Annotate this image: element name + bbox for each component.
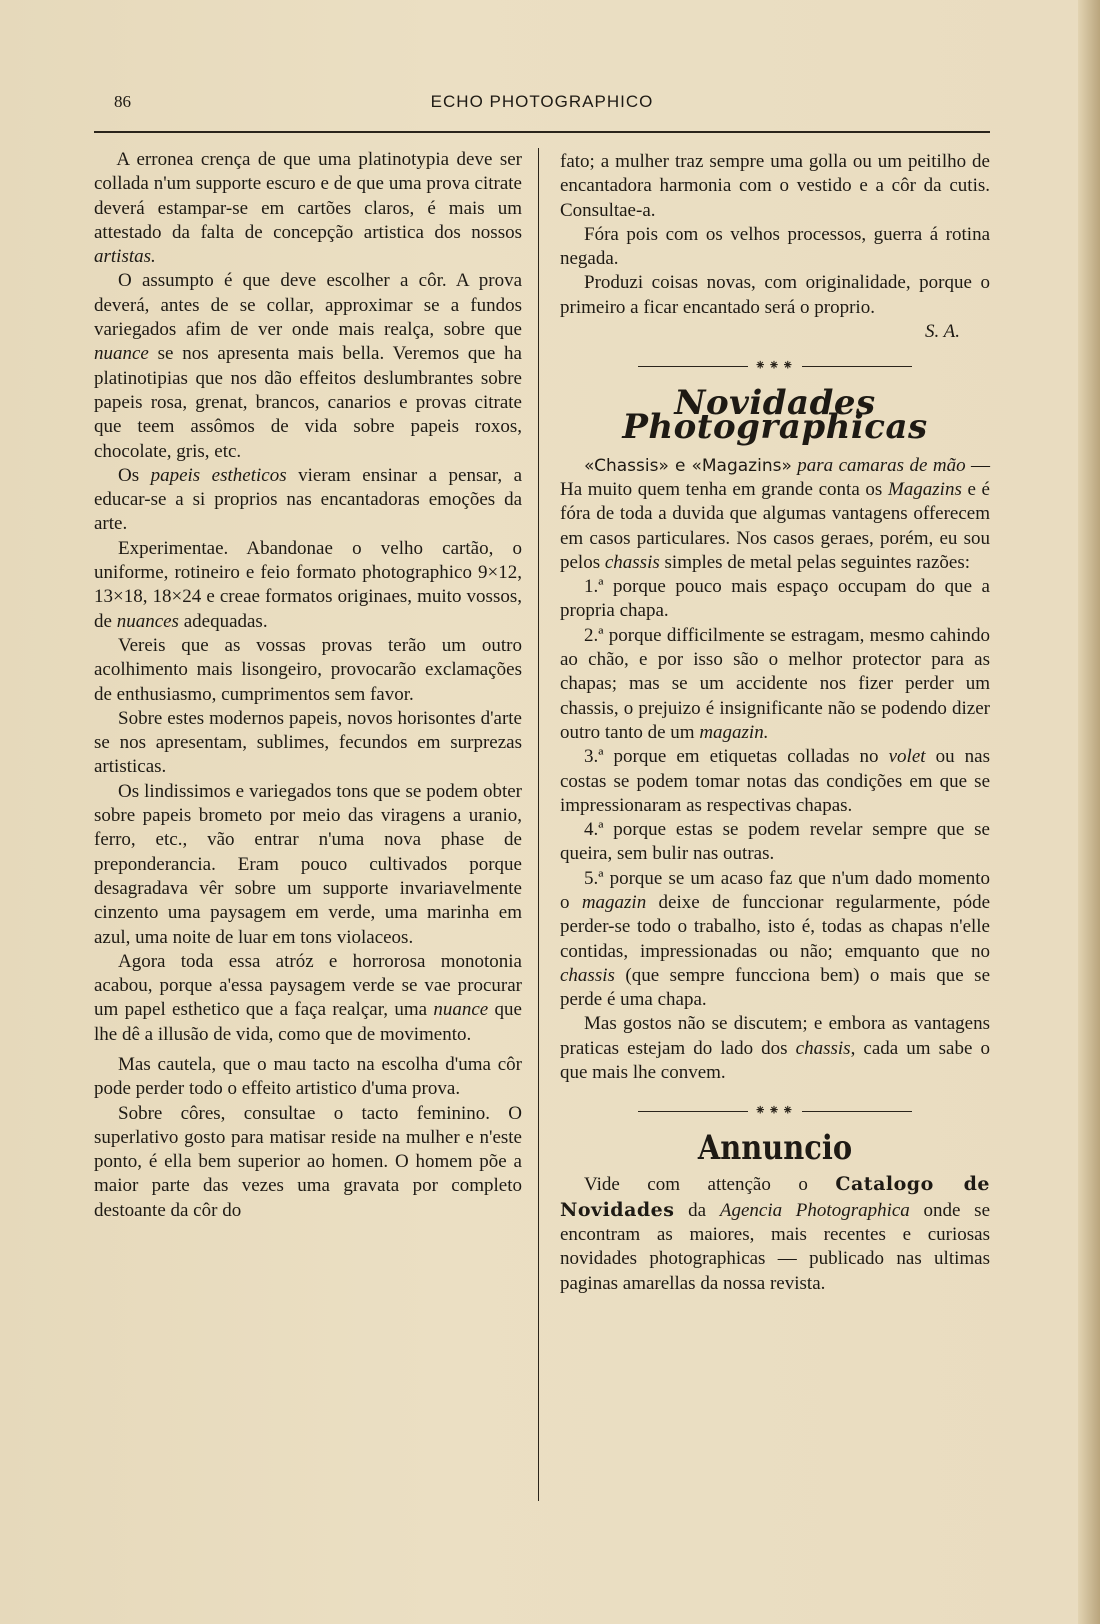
paragraph: Mas cautela, que o mau tacto na escolha d'uma côr pode perder todo o effeito artistico d'uma prova. [94,1053,522,1100]
paragraph: O assumpto é que deve escolher a côr. A prova deverá, antes de se collar, approximar se a fundos variegados afim de ver onde mais realça, sobre que nuance se nos apresenta mais bella. Veremos que ha platinotipias que nos dão effeitos deslumbrantes sobre papeis rosa, grenat, brancos, canarios e provas citrate que teem assômos de vida sobre papeis roxos, chocolate, gris, etc. [94,270,522,462]
ornament-divider: ⁕⁕⁕ [560,354,990,379]
column-divider [538,148,539,1501]
paragraph: fato; a mulher traz sempre uma golla ou um peitilho de encantadora harmonia com o vestido e a côr da cutis. Consultae-a. [560,151,990,221]
paragraph: Fóra pois com os velhos processos, guerra á rotina negada. [560,223,990,270]
paragraph: Sobre estes modernos papeis, novos horisontes d'arte se nos apresentam, sublimes, fecundos em surprezas artisticas. [94,707,522,778]
list-item: 1.ª porque pouco mais espaço occupam do que a propria chapa. [560,576,990,622]
ornament-divider: ⁕⁕⁕ [560,1099,990,1124]
paragraph: Agora toda essa atróz e horrorosa monotonia acabou, porque a'essa paysagem verde se vae procurar um papel esthetico que a faça realçar, uma nuance que lhe dê a illusão de vida, como que de movimento. [94,950,522,1045]
signature-row [560,320,990,344]
ad-paragraph: Vide com attenção o Catalogo de Novidades da Agencia Photographica onde se encontram as maiores, mais recentes e curiosas novidades photographicas — publicado nas ultimas paginas amarellas da nossa revista. [560,1173,991,1294]
list-item: 2.ª porque difficilmente se estragam, mesmo cahindo ao chão, e por isso são o melhor protector para as chapas; mas se um accidente nos fizer perder um chassis, o prejuizo é insignificante não se podendo dizer outro tanto de um magazin. [560,624,990,743]
list-item: 5.ª porque se um acaso faz que n'um dado momento o magazin deixe de funccionar regularmente, póde perder-se todo o trabalho, isto é, todas as chapas n'elle contidas, impressionadas ou não; emquanto que no chassis (que sempre funcciona bem) o mais que se perde é uma chapa. [560,867,990,1011]
paragraph: Mas gostos não se discutem; e embora as vantagens praticas estejam do lado dos chassis, cada um sabe o que mais lhe convem. [560,1013,990,1084]
paragraph: Sobre côres, consultae o tacto feminino. O superlativo gosto para matisar reside na mulher e n'este ponto, é ella bem superior ao homen. O homem põe a maior parte das vezes uma gravata por completo destoante da côr do [94,1102,522,1221]
page-number: 86 [114,92,131,111]
page-edge-shadow [1078,0,1100,1624]
paragraph: A erronea crença de que uma platinotypia deve ser collada n'um supporte escuro e de que uma prova citrate deverá estampar-se em cartões claros, é mais um attestado da falta de concepção artistica dos nossos artistas. [94,149,523,268]
left-column [94,148,522,1223]
paragraph: Os papeis estheticos vieram ensinar a pensar, a educar-se a si proprios nas encantadoras emoções da arte. [94,464,522,535]
right-column [560,150,990,1296]
running-title: ECHO PHOTOGRAPHICO [430,92,654,111]
paragraph: Produzi coisas novas, com originalidade, porque o primeiro a ficar encantado será o proprio. [560,272,990,318]
page-header [94,92,990,122]
list-item: 3.ª porque em etiquetas colladas no volet ou nas costas se podem tomar notas das condições em que se impressionaram as respectivas chapas. [560,746,990,816]
header-rule [94,131,990,133]
paragraph: Experimentae. Abandonae o velho cartão, o uniforme, rotineiro e feio formato photographico 9×12, 13×18, 18×24 e creae formatos originaes, muito vossos, de nuances adequadas. [94,537,522,632]
paragraph: «Chassis» e «Magazins» para camaras de mão — Ha muito quem tenha em grande conta os Magazins e é fóra de toda a duvida que algumas vantagens offerecem em casos particulares. Nos casos geraes, porém, eu sou pelos chassis simples de metal pelas seguintes razões: [560,454,991,573]
paragraph: Vereis que as vossas provas terão um outro acolhimento mais lisongeiro, provocarão exclamações de enthusiasmo, cumprimentos sem favor. [94,634,522,705]
author-signature: S. A. [924,321,960,343]
paragraph: Os lindissimos e variegados tons que se podem obter sobre papeis brometo por meio das viragens a uranio, ferro, etc., vão entrar n'uma nova phase de preponderancia. Eram pouco cultivados porque desagradava vêr sobre um supporte invariavelmente cinzento uma paysagem em verde, uma marinha em azul, uma noite de luar em tons violaceos. [94,780,522,948]
section-title: Novidades Photographicas [622,383,928,448]
list-item: 4.ª porque estas se podem revelar sempre que se queira, sem bulir nas outras. [560,819,990,865]
ad-title: Annuncio [697,1128,853,1169]
